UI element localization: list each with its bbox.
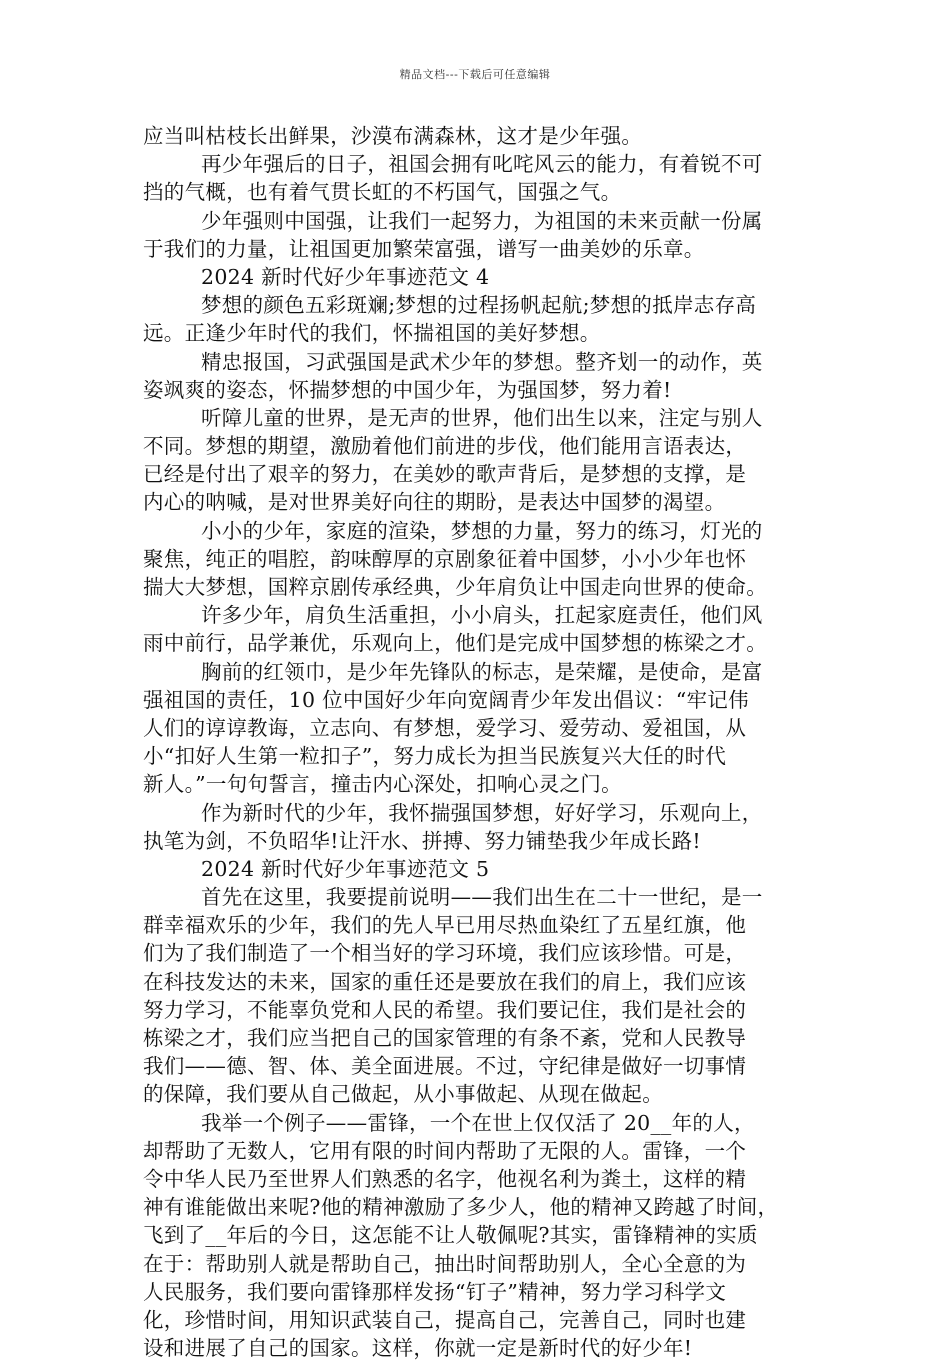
text-line: 群幸福欢乐的少年，我们的先人早已用尽热血染红了五星红旗，他 [143,913,747,938]
text-line: 听障儿童的世界，是无声的世界，他们出生以来，注定与别人 [201,405,763,430]
text-line: 作为新时代的少年，我怀揣强国梦想，好好学习，乐观向上， [201,800,763,825]
text-line: 却帮助了无数人，它用有限的时间内帮助了无限的人。雷锋，一个 [143,1138,747,1163]
text-line: 少年强则中国强，让我们一起努力，为祖国的未来贡献一份属 [201,208,763,233]
text-line: 令中华人民乃至世界人们熟悉的名字，他视名利为粪土，这样的精 [143,1166,747,1191]
page-header: 精品文档---下载后可任意编辑 [399,68,551,81]
text-line: 栋梁之才，我们应当把自己的国家管理的有条不紊，党和人民教导 [143,1026,747,1050]
text-line: 在于：帮助别人就是帮助自己，抽出时间帮助别人，全心全意的为 [143,1251,747,1276]
text-line: 揣大大梦想，国粹京剧传承经典，少年肩负让中国走向世界的使命。 [143,575,767,599]
text-line: 精忠报国，习武强国是武术少年的梦想。整齐划一的动作，英 [201,349,763,374]
text-line: 2024 新时代好少年事迹范文 5 [201,856,490,881]
text-line: 人民服务，我们要向雷锋那样发扬“钉子”精神，努力学习科学文 [143,1279,727,1304]
text-line: 梦想的颜色五彩斑斓;梦想的过程扬帆起航;梦想的抵岸志存高 [201,293,757,318]
text-line: 飞到了__年后的今日，这怎能不让人敬佩呢?其实，雷锋精神的实质 [143,1223,758,1248]
document-body [143,122,811,1362]
text-line: 首先在这里，我要提前说明——我们出生在二十一世纪，是一 [201,885,763,910]
text-line: 执笔为剑，不负昭华!让汗水、拼搏、努力铺垫我少年成长路! [143,828,701,853]
text-line: 努力学习，不能辜负党和人民的希望。我们要记住，我们是社会的 [143,997,747,1022]
text-line: 在科技发达的未来，国家的重任还是要放在我们的肩上，我们应该 [143,969,747,994]
text-line: 小小的少年，家庭的渲染，梦想的力量，努力的练习，灯光的 [201,518,763,543]
text-line: 我举一个例子——雷锋，一个在世上仅仅活了 20__年的人， [201,1110,755,1135]
text-line: 胸前的红领巾，是少年先锋队的标志，是荣耀，是使命，是富 [201,659,763,684]
text-line: 姿飒爽的姿态，怀揣梦想的中国少年，为强国梦，努力着! [143,377,672,402]
text-line: 聚焦，纯正的唱腔，韵味醇厚的京剧象征着中国梦，小小少年也怀 [143,546,747,571]
text-line: 远。正逢少年时代的我们，怀揣祖国的美好梦想。 [143,321,601,346]
text-line: 雨中前行，品学兼优，乐观向上，他们是完成中国梦想的栋梁之才。 [143,631,767,656]
text-line: 小“扣好人生第一粒扣子”，努力成长为担当民族复兴大任的时代 [143,744,727,769]
text-line: 我们——德、智、体、美全面进展。不过，守纪律是做好一切事情 [143,1054,747,1079]
text-line: 化，珍惜时间，用知识武装自己，提高自己，完善自己，同时也建 [143,1307,747,1332]
text-line: 设和进展了自己的国家。这样，你就一定是新时代的好少年! [143,1336,693,1361]
text-line: 应当叫枯枝长出鲜果，沙漠布满森林，这才是少年强。 [143,124,643,148]
text-line: 不同。梦想的期望，激励着他们前进的步伐，他们能用言语表达， [143,434,747,459]
text-line: 神有谁能做出来呢?他的精神激励了多少人，他的精神又跨越了时间， [143,1195,779,1220]
text-line: 已经是付出了艰辛的努力，在美妙的歌声背后，是梦想的支撑，是 [143,462,747,487]
text-line: 们为了我们制造了一个相当好的学习环境，我们应该珍惜。可是， [143,941,747,966]
text-line: 于我们的力量，让祖国更加繁荣富强，谱写一曲美妙的乐章。 [143,236,705,261]
text-line: 挡的气概，也有着气贯长虹的不朽国气，国强之气。 [143,180,622,205]
text-line: 新人。”一句句誓言，撞击内心深处，扣响心灵之门。 [143,772,622,797]
text-line: 强祖国的责任，10 位中国好少年向宽阔青少年发出倡议：“牢记伟 [143,687,749,712]
text-line: 人们的谆谆教诲，立志向、有梦想，爱学习、爱劳动、爱祖国，从 [143,715,747,740]
text-line: 2024 新时代好少年事迹范文 4 [201,264,490,289]
text-line: 许多少年，肩负生活重担，小小肩头，扛起家庭责任，他们风 [201,603,763,628]
text-line: 再少年强后的日子，祖国会拥有叱咤风云的能力，有着锐不可 [201,152,763,177]
text-line: 的保障，我们要从自己做起，从小事做起、从现在做起。 [143,1082,663,1107]
text-line: 内心的呐喊，是对世界美好向往的期盼，是表达中国梦的渴望。 [143,490,726,515]
